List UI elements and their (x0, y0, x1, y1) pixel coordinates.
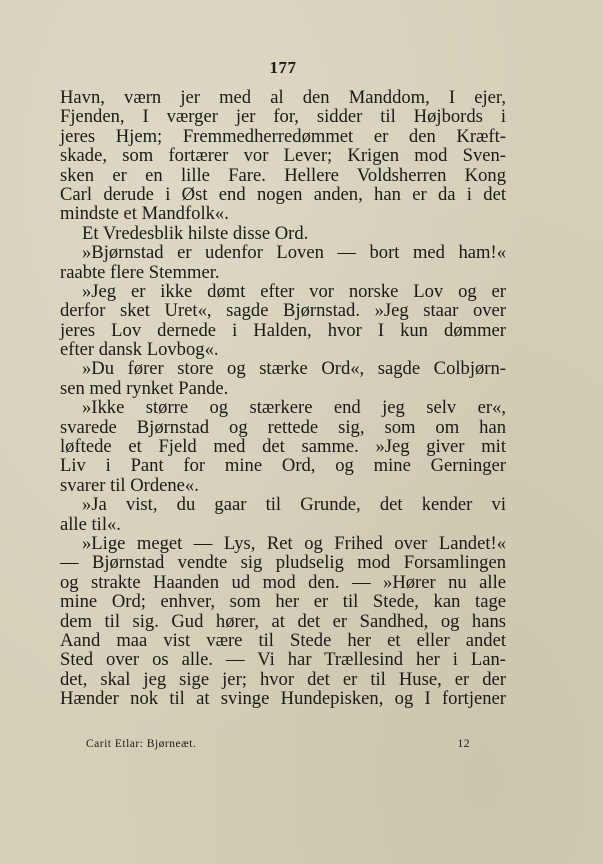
text-line: dem til sig. Gud hører, at det er Sandhed, og hans (60, 610, 506, 632)
text-line: sken er en lille Fare. Hellere Voldsherren Kong (60, 164, 506, 186)
footer-signature-number: 12 (457, 738, 470, 750)
text-line: Liv i Pant for mine Ord, og mine Gerninger (60, 455, 506, 477)
text-line: »Bjørnstad er udenfor Loven — bort med ham!« (82, 242, 506, 264)
text-line: Carl derude i Øst end nogen anden, han er da i det (60, 183, 506, 205)
text-line: sen med rynket Pande. (60, 377, 229, 399)
text-line: og strakte Haanden ud mod den. — »Hører nu alle (60, 571, 506, 593)
text-line: Et Vredesblik hilste disse Ord. (82, 222, 309, 244)
text-line: det, skal jeg sige jer; hvor det er til Huse, er der (60, 668, 506, 690)
text-line: raabte flere Stemmer. (60, 261, 220, 283)
text-line: »Lige meget — Lys, Ret og Frihed over Landet!« (82, 532, 506, 554)
text-line: Sted over os alle. — Vi har Trællesind her i Lan- (60, 649, 506, 671)
text-line: jeres Hjem; Fremmedherredømmet er den Kræft- (60, 125, 506, 147)
text-line: Aand maa vist være til Stede her et eller andet (60, 629, 506, 651)
text-line: jeres Lov dernede i Halden, hvor I kun dømmer (60, 319, 506, 341)
text-line: efter dansk Lovbog«. (60, 339, 219, 361)
text-line: — Bjørnstad vendte sig pludselig mod Forsamlingen (60, 552, 506, 574)
text-line: skade, som fortærer vor Lever; Krigen mod Sven- (60, 145, 506, 167)
page-number: 177 (269, 58, 297, 77)
text-line: »Ja vist, du gaar til Grunde, det kender vi (82, 494, 506, 516)
footer-author-title: Carit Etlar: Bjørneæt. (86, 738, 197, 750)
text-line: mine Ord; enhver, som her er til Stede, kan tage (60, 591, 506, 613)
text-line: Havn, værn jer med al den Manddom, I ejer, (60, 87, 506, 108)
body-text (60, 88, 506, 709)
text-line: alle til«. (60, 513, 121, 535)
text-line: Fjenden, I værger jer for, sidder til Højbords i (60, 106, 506, 128)
text-line: »Ikke større og stærkere end jeg selv er«, (82, 397, 506, 419)
text-line: »Du fører store og stærke Ord«, sagde Colbjørn- (82, 358, 506, 380)
text-line: mindste et Mandfolk«. (60, 203, 229, 225)
text-line: løftede et Fjeld med det samme. »Jeg giver mit (60, 436, 506, 458)
text-line: svarer til Ordene«. (60, 474, 199, 496)
text-line: Hænder nok til at svinge Hundepisken, og I fortjener (60, 688, 506, 710)
text-line: »Jeg er ikke dømt efter vor norske Lov og er (82, 280, 506, 302)
text-line: svarede Bjørnstad og rettede sig, som om han (60, 416, 506, 438)
text-line: derfor sket Uret«, sagde Bjørnstad. »Jeg staar over (60, 300, 506, 322)
